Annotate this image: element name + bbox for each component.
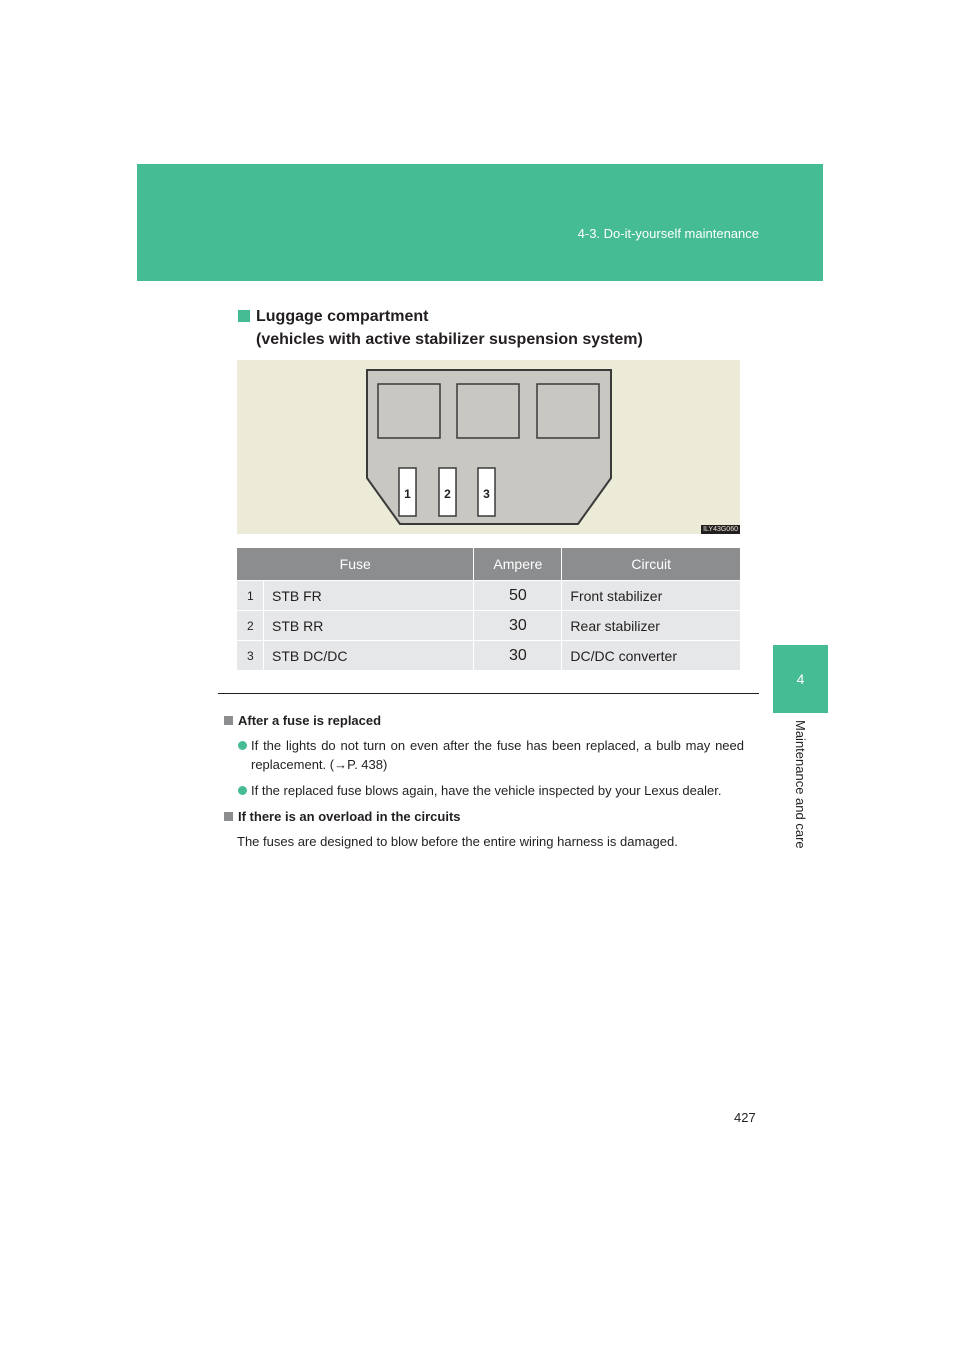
chapter-label: Maintenance and care: [793, 720, 808, 849]
table-row: [237, 581, 740, 611]
note-bullet-text: If the lights do not turn on even after the fuse has been replaced, a bulb may need replacement. (→P. 438): [251, 738, 744, 772]
gray-square-bullet-icon: [224, 812, 233, 821]
fuse-circuit: Rear stabilizer: [562, 611, 740, 641]
section-title-line2: (vehicles with active stabilizer suspension system): [256, 331, 643, 348]
note-heading: [224, 711, 744, 730]
gray-square-bullet-icon: [224, 716, 233, 725]
page-number: 427: [734, 1110, 756, 1125]
fuse-table: [237, 548, 740, 670]
fuse-box-illustration: [237, 360, 740, 534]
fuse-label-2: 2: [444, 487, 451, 501]
fuse-circuit: DC/DC converter: [562, 641, 740, 671]
row-number: 3: [237, 641, 264, 671]
section-title-line1: Luggage compartment: [256, 308, 429, 325]
fuse-box-diagram: [237, 360, 740, 534]
relay-block-right: [537, 384, 599, 438]
fuse-label-1: 1: [404, 487, 411, 501]
header-band: [137, 164, 823, 281]
header-circuit: Circuit: [562, 548, 740, 581]
fuse-ampere: 30: [474, 641, 562, 671]
square-bullet-icon: [238, 310, 250, 322]
relay-block-center: [457, 384, 519, 438]
note-heading-text: If there is an overload in the circuits: [238, 809, 461, 824]
fuse-circuit: Front stabilizer: [562, 581, 740, 611]
fuse-name: STB RR: [264, 611, 474, 641]
row-number: 2: [237, 611, 264, 641]
note-bullet: [224, 781, 744, 800]
figure-code: ILY43G060: [703, 526, 738, 533]
chapter-tab[interactable]: 4: [773, 645, 828, 713]
fuse-name: STB FR: [264, 581, 474, 611]
header-title: 4-3. Do-it-yourself maintenance: [577, 226, 759, 241]
note-bullet: [224, 736, 744, 774]
table-row: [237, 611, 740, 641]
fuse-ampere: 30: [474, 611, 562, 641]
section-heading: [238, 305, 643, 351]
relay-block-left: [378, 384, 440, 438]
table-row: [237, 641, 740, 671]
note-bullet-text: If the replaced fuse blows again, have the vehicle inspected by your Lexus dealer.: [251, 783, 722, 798]
note-text: The fuses are designed to blow before the entire wiring harness is damaged.: [237, 834, 678, 849]
round-bullet-icon: [238, 786, 247, 795]
header-ampere: Ampere: [474, 548, 562, 581]
note-heading: [224, 807, 744, 826]
fuse-label-3: 3: [483, 487, 490, 501]
header-fuse: Fuse: [237, 548, 474, 581]
section-divider: [218, 693, 759, 694]
round-bullet-icon: [238, 741, 247, 750]
fuse-ampere: 50: [474, 581, 562, 611]
notes-section: [224, 711, 744, 858]
row-number: 1: [237, 581, 264, 611]
table-header-row: [237, 548, 740, 581]
fuse-name: STB DC/DC: [264, 641, 474, 671]
note-heading-text: After a fuse is replaced: [238, 713, 382, 728]
